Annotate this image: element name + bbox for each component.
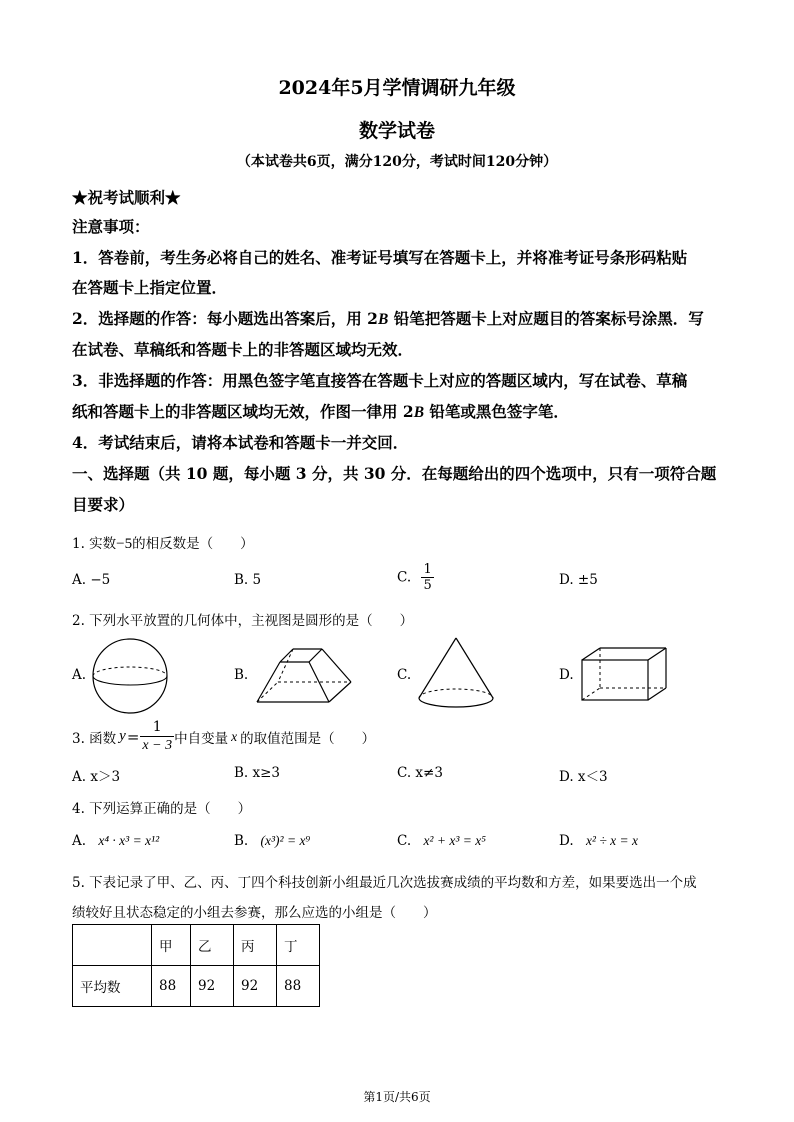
q4-option-d-expression: x² ÷ x = x [585, 833, 638, 848]
table-cell-ding: 88 [277, 966, 320, 1007]
notice-item-2-text-a: 2．选择题的作答：每小题选出答案后，用 2 [72, 309, 378, 328]
sphere-figure [90, 636, 170, 716]
q3-stem-text-b: 中自变量 [174, 730, 229, 747]
question-3-stem [72, 718, 375, 755]
fraction-denominator: 5 [423, 578, 432, 593]
q1-stem-text-b: 的相反数是（ ） [132, 536, 254, 552]
exam-title: 2024年5月学情调研九年级 [278, 77, 516, 99]
q4-option-c-label: C. [397, 833, 412, 849]
q4-option-c-expression: x² + x³ = x⁵ [423, 833, 486, 848]
q4-option-b-label: B. [234, 833, 249, 849]
q1-number: −5 [116, 536, 133, 552]
section-1-heading-line-1: 一、选择题（共 10 题，每小题 3 分，共 30 分．在每题给出的四个选项中，只有一项符合题 [72, 464, 717, 483]
notice-item-3-text-c: 铅笔或黑色签字笔． [424, 402, 569, 421]
notice-item-2-line-1 [72, 307, 704, 329]
q1-option-c-label: C. [397, 569, 412, 586]
q3-y-variable: y [119, 728, 126, 744]
q1-option-a[interactable]: A. −5 [72, 572, 111, 588]
q4-option-b[interactable] [234, 833, 310, 849]
fraction-denominator: x − 3 [142, 738, 173, 753]
q3-option-d[interactable]: D. x＜3 [559, 769, 608, 785]
fraction-numerator: 1 [140, 718, 174, 737]
good-luck-line: ★祝考试顺利★ [72, 188, 181, 207]
table-header-cell-jia: 甲 [152, 925, 191, 966]
q2-option-b-label[interactable]: B. [234, 667, 249, 683]
frustum-figure [254, 644, 354, 706]
q4-option-a-expression: x⁴ · x³ = x¹² [98, 833, 160, 848]
table-header-cell-yi: 乙 [191, 925, 234, 966]
table-cell-yi: 92 [191, 966, 234, 1007]
question-4-stem: 4. 下列运算正确的是（ ） [72, 801, 252, 817]
notice-item-3-b-letter: B [413, 404, 425, 421]
cuboid-figure [580, 646, 670, 702]
q1-option-b[interactable]: B. 5 [234, 572, 262, 588]
q3-option-a[interactable]: A. x＞3 [72, 769, 121, 785]
notice-item-3-line-2 [72, 400, 569, 422]
notice-item-3-text-a: 纸和答题卡上的非答题区域均无效，作图一律用 2 [72, 402, 414, 421]
cone-figure [416, 636, 496, 712]
q4-option-a-label: A. [72, 833, 87, 849]
q2-option-a-label[interactable]: A. [72, 667, 87, 683]
exam-note: （本试卷共6页，满分120分，考试时间120分钟） [236, 154, 558, 170]
q1-option-c-fraction [421, 562, 433, 593]
notice-item-4: 4．考试结束后，请将本试卷和答题卡一并交回． [72, 433, 409, 452]
q4-option-b-expression: (x³)² = x⁹ [260, 833, 311, 848]
q3-x-variable: x [231, 728, 238, 744]
scores-table [72, 924, 320, 1007]
q1-stem-text-a: 1. 实数 [72, 536, 117, 552]
q3-option-c[interactable]: C. x≠3 [397, 765, 443, 781]
table-header-cell-bing: 丙 [234, 925, 277, 966]
table-row-label: 平均数 [73, 966, 152, 1007]
table-row [73, 966, 320, 1007]
notice-item-1-line-2: 在答题卡上指定位置． [72, 278, 228, 297]
question-1-stem [72, 532, 254, 553]
question-2-stem: 2. 下列水平放置的几何体中，主视图是圆形的是（ ） [72, 613, 414, 629]
page-footer: 第1页/共6页 [363, 1090, 431, 1104]
table-header-cell-ding: 丁 [277, 925, 320, 966]
q3-stem-text-c: 的取值范围是（ ） [240, 730, 376, 747]
q3-equals-sign: = [126, 727, 140, 746]
notice-item-3-line-1: 3．非选择题的作答：用黑色签字笔直接答在答题卡上对应的答题区域内，写在试卷、草稿 [72, 371, 688, 390]
q3-option-b[interactable]: B. x≥3 [234, 765, 281, 781]
q4-option-a[interactable] [72, 833, 159, 849]
q2-option-d-label[interactable]: D. [559, 667, 574, 683]
question-5-stem-line-1: 5. 下表记录了甲、乙、丙、丁四个科技创新小组最近几次选拔赛成绩的平均数和方差，如果要选出一个成 [72, 875, 697, 891]
notice-item-1-line-1: 1．答卷前，考生务必将自己的姓名、准考证号填写在答题卡上，并将准考证号条形码粘贴 [72, 248, 688, 267]
q1-option-d[interactable]: D. ±5 [559, 572, 598, 588]
notice-heading: 注意事项： [72, 217, 150, 236]
table-header-cell-empty [73, 925, 152, 966]
q4-option-d-label: D. [559, 833, 574, 849]
table-cell-jia: 88 [152, 966, 191, 1007]
q1-option-c[interactable] [397, 562, 434, 593]
q2-option-c-label[interactable]: C. [397, 667, 412, 683]
q4-option-d[interactable] [559, 833, 638, 849]
table-cell-bing: 92 [234, 966, 277, 1007]
question-5-stem-line-2: 绩较好且状态稳定的小组去参赛，那么应选的小组是（ ） [72, 905, 437, 921]
q4-option-c[interactable] [397, 833, 486, 849]
notice-item-2-text-c: 铅笔把答题卡上对应题目的答案标号涂黑．写 [388, 309, 704, 328]
q3-fraction [140, 718, 174, 755]
q3-stem-text-a: 3. 函数 [72, 730, 117, 747]
notice-item-2-line-2: 在试卷、草稿纸和答题卡上的非答题区域均无效． [72, 340, 414, 359]
notice-item-2-b-letter: B [377, 311, 389, 328]
exam-subtitle: 数学试卷 [358, 120, 435, 142]
section-1-heading-line-2: 目要求） [72, 495, 135, 514]
table-header-row [73, 925, 320, 966]
fraction-numerator: 1 [423, 562, 432, 577]
